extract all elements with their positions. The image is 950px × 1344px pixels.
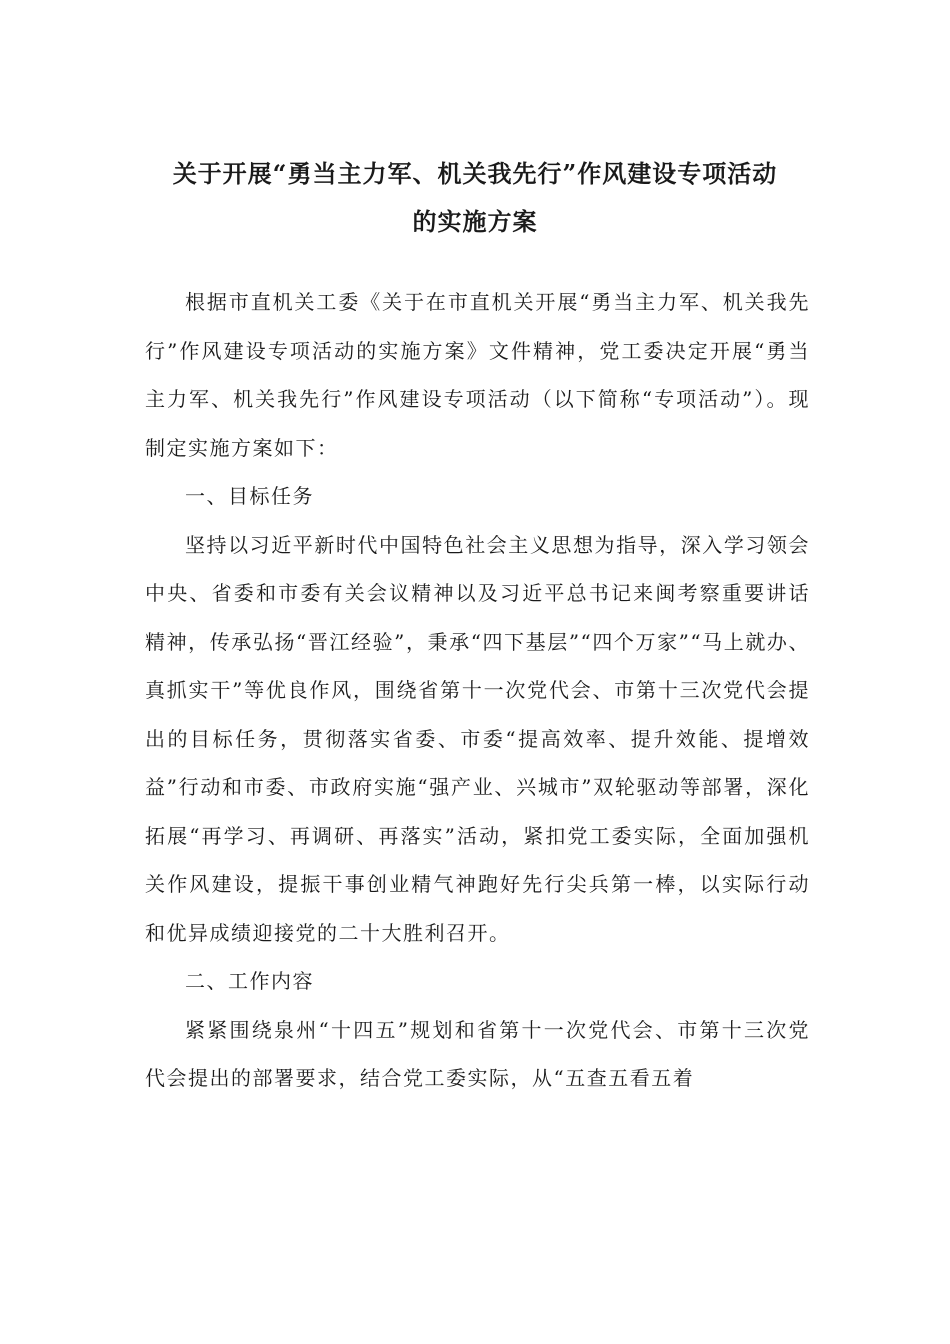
document-body [145,278,810,1103]
goals-paragraph: 坚持以习近平新时代中国特色社会主义思想为指导，深入学习领会中央、省委和市委有关会议精神以及习近平总书记来闽考察重要讲话精神，传承弘扬“晋江经验”，秉承“四下基层”“四个万家”“马上就办、真抓实干”等优良作风，围绕省第十一次党代会、市第十三次党代会提出的目标任务，贯彻落实省委、市委“提高效率、提升效能、提增效益”行动和市委、市政府实施“强产业、兴城市”双轮驱动等部署，深化拓展“再学习、再调研、再落实”活动，紧扣党工委实际，全面加强机关作风建设，提振干事创业精气神跑好先行尖兵第一棒，以实际行动和优异成绩迎接党的二十大胜利召开。 [145,532,810,945]
title-line-2: 的实施方案 [412,207,538,236]
title-line-1: 关于开展“勇当主力军、机关我先行”作风建设专项活动 [172,159,778,188]
section-heading-goals: 一、目标任务 [185,484,314,508]
content-paragraph: 紧紧围绕泉州“十四五”规划和省第十一次党代会、市第十三次党代会提出的部署要求，结合党工委实际，从“五查五看五着 [145,1017,810,1090]
intro-paragraph: 根据市直机关工委《关于在市直机关开展“勇当主力军、机关我先行”作风建设专项活动的实施方案》文件精神，党工委决定开展“勇当主力军、机关我先行”作风建设专项活动（以下简称“专项活动”）。现制定实施方案如下： [145,290,810,460]
document-title [100,150,850,246]
section-heading-content: 二、工作内容 [185,969,314,993]
